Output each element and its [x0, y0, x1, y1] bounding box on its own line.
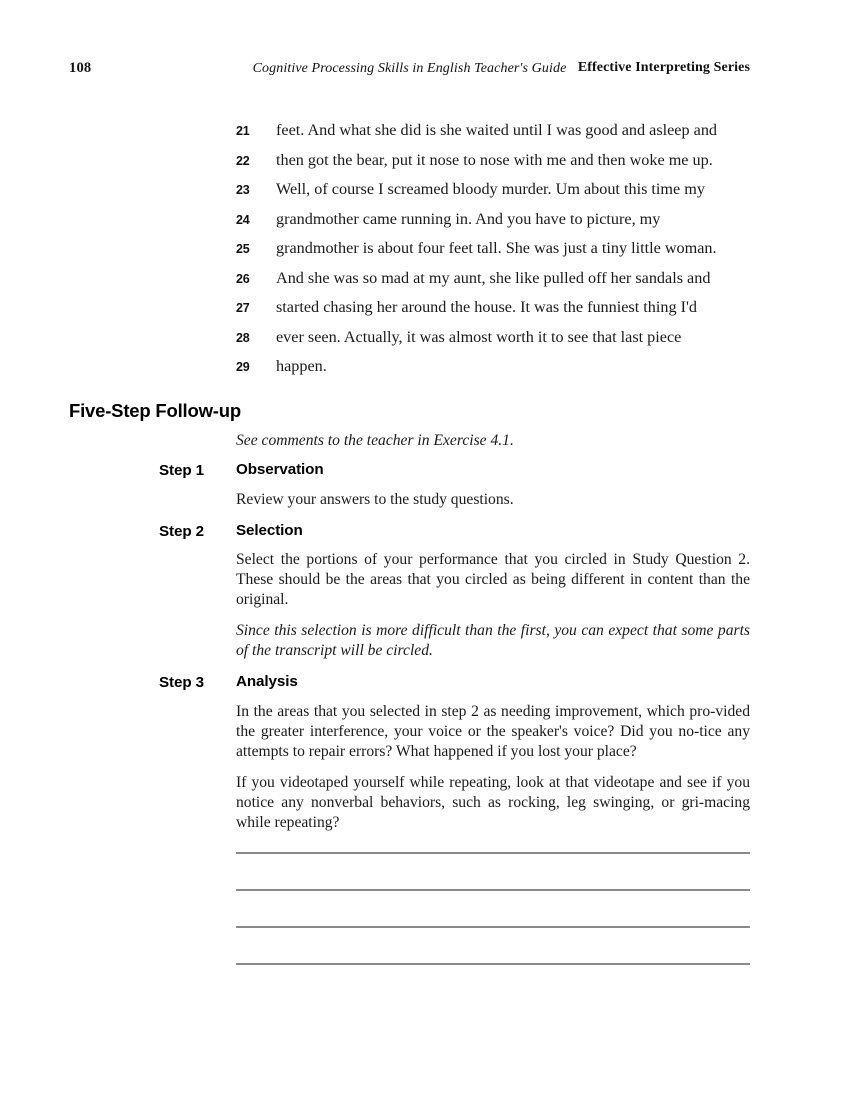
teacher-note: See comments to the teacher in Exercise 4.1. — [236, 432, 514, 449]
transcript-line-number: 21 — [236, 124, 250, 138]
step-body — [236, 462, 750, 510]
step-item — [159, 523, 750, 661]
step-item — [159, 674, 750, 832]
book-title: Cognitive Processing Skills in English Teacher's Guide — [252, 61, 567, 76]
transcript-line-text: started chasing her around the house. It was the funniest thing I'd — [276, 298, 697, 316]
transcript-line — [236, 211, 750, 241]
transcript-line-text: Well, of course I screamed bloody murder. Um about this time my — [276, 180, 705, 198]
answer-rule — [236, 889, 750, 891]
answer-rule — [236, 852, 750, 854]
transcript-line — [236, 181, 750, 211]
transcript-line — [236, 358, 750, 388]
step-label: Step 1 — [159, 462, 204, 479]
steps-list — [159, 462, 750, 846]
transcript-line — [236, 152, 750, 182]
transcript-line — [236, 329, 750, 359]
step-italic-paragraph: Since this selection is more difficult than the first, you can expect that some parts of the transcript will be circled. — [236, 622, 750, 660]
step-body — [236, 523, 750, 661]
transcript-line-number: 25 — [236, 242, 250, 256]
answer-rule — [236, 926, 750, 928]
answer-rule — [236, 963, 750, 965]
section-heading: Five-Step Follow-up — [69, 400, 241, 421]
step-item — [159, 462, 750, 510]
transcript-line-number: 24 — [236, 212, 250, 227]
step-title: Selection — [236, 521, 303, 539]
transcript-line-number: 26 — [236, 271, 250, 286]
step-label: Step 3 — [159, 674, 204, 692]
transcript-line-text: And she was so mad at my aunt, she like pulled off her sandals and — [276, 268, 711, 287]
transcript-line-text: ever seen. Actually, it was almost worth it to see that last piece — [276, 327, 682, 346]
step-title: Observation — [236, 461, 324, 478]
page-number: 108 — [69, 60, 92, 76]
transcript-line-number: 29 — [236, 360, 250, 374]
transcript-line — [236, 240, 750, 270]
transcript-line — [236, 299, 750, 329]
transcript-block — [236, 122, 750, 388]
step-paragraph: In the areas that you selected in step 2 as needing improvement, which pro-vided the greater interference, your voice or the speaker's voice? Did you no-tice any attempts to repair errors? What happened if you lost your place? — [236, 702, 750, 760]
transcript-line-text: grandmother is about four feet tall. She was just a tiny little woman. — [276, 239, 717, 257]
step-paragraph: Select the portions of your performance that you circled in Study Question 2. These should be the areas that you circled as being different in content than the original. — [236, 551, 750, 609]
transcript-line-text: then got the bear, put it nose to nose with me and then woke me up. — [276, 150, 713, 169]
step-title: Analysis — [236, 673, 298, 691]
transcript-line-text: feet. And what she did is she waited until I was good and asleep and — [276, 121, 718, 139]
transcript-line-number: 22 — [236, 153, 250, 168]
step-label: Step 2 — [159, 522, 204, 540]
transcript-line-number: 27 — [236, 301, 250, 315]
transcript-line — [236, 122, 750, 152]
transcript-line — [236, 270, 750, 300]
running-head — [69, 60, 750, 80]
answer-lines — [236, 852, 750, 965]
transcript-line-text: happen. — [276, 357, 327, 375]
step-body — [236, 674, 750, 832]
transcript-line-number: 23 — [236, 183, 250, 197]
step-paragraph: Review your answers to the study questions. — [236, 490, 514, 508]
step-paragraph: If you videotaped yourself while repeating, look at that videotape and see if you notice any nonverbal behaviors, such as rocking, leg swinging, or gri-macing while repeating? — [236, 773, 750, 831]
transcript-line-text: grandmother came running in. And you have to picture, my — [276, 209, 661, 228]
transcript-line-number: 28 — [236, 330, 250, 345]
series-title: Effective Interpreting Series — [577, 60, 750, 75]
